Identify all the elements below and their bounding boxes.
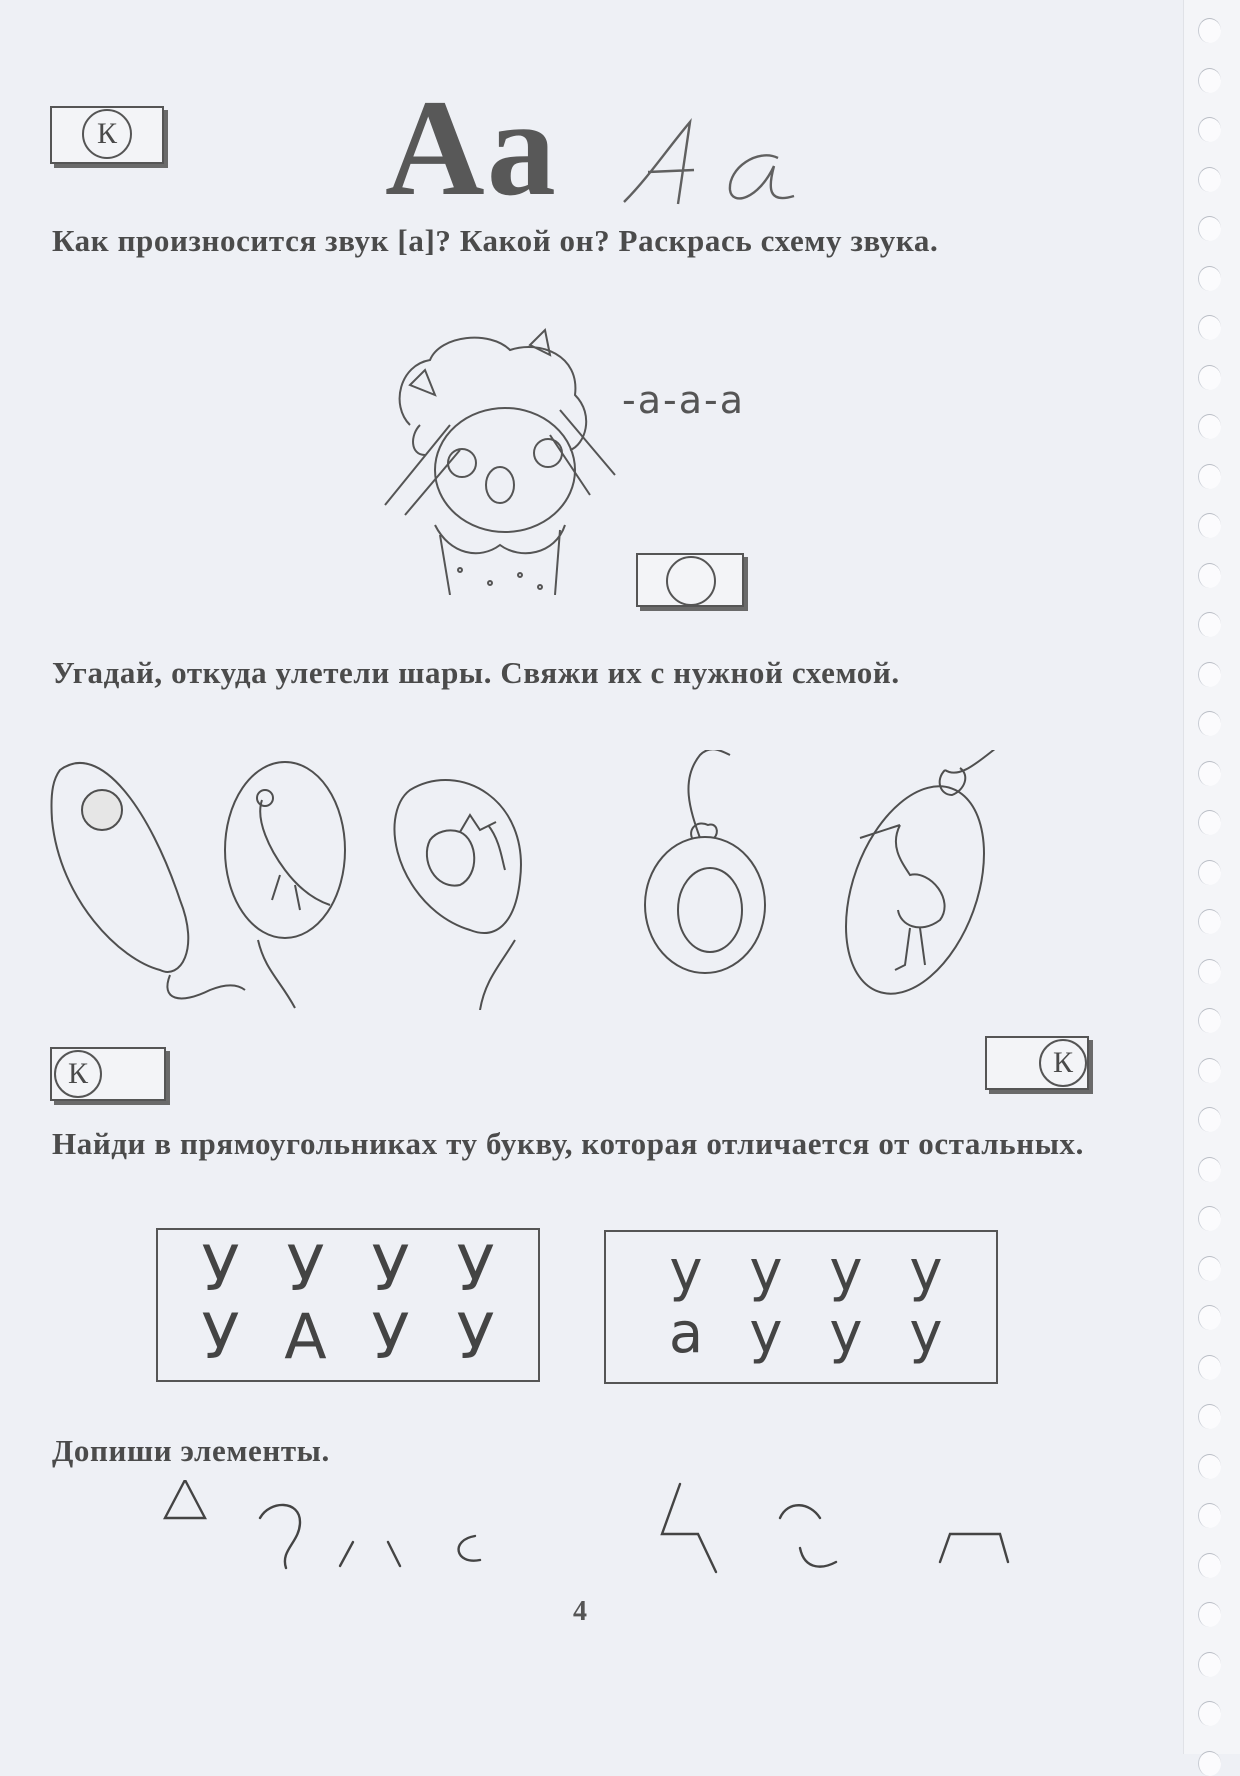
binder-hole	[1198, 959, 1221, 984]
grid-letter[interactable]: а	[668, 1301, 704, 1366]
binder-hole	[1198, 909, 1221, 934]
binder-hole	[1198, 1553, 1221, 1578]
binder-hole	[1198, 513, 1221, 538]
binder-hole	[1198, 1355, 1221, 1380]
letter-grid-lowercase-cells	[646, 1239, 966, 1366]
grid-letter[interactable]: у	[909, 1301, 943, 1366]
balloons-illustration	[40, 750, 1160, 1010]
sound-scheme-k-top	[50, 106, 164, 164]
grid-letter[interactable]: у	[829, 1239, 863, 1304]
grid-letter[interactable]: У	[456, 1232, 495, 1305]
element-hook	[260, 1505, 300, 1568]
k-circle-icon	[82, 109, 132, 159]
element-triangle	[165, 1480, 205, 1518]
element-split-arc	[780, 1505, 836, 1566]
sound-scheme-k-left	[50, 1047, 166, 1101]
grid-letter[interactable]: У	[286, 1232, 325, 1305]
grid-letter[interactable]: У	[456, 1300, 495, 1373]
binder-hole	[1198, 1206, 1221, 1231]
binder-hole	[1198, 315, 1221, 340]
binder-hole	[1198, 1602, 1221, 1627]
binder-hole	[1198, 860, 1221, 885]
k-circle-icon	[54, 1050, 102, 1098]
binder-hole	[1198, 1008, 1221, 1033]
binder-hole-strip	[1183, 0, 1240, 1754]
grid-letter[interactable]: у	[749, 1301, 783, 1366]
binder-hole	[1198, 1503, 1221, 1528]
grid-letter[interactable]: у	[909, 1239, 943, 1304]
binder-hole	[1198, 414, 1221, 439]
letter-grid-lowercase	[604, 1230, 998, 1384]
binder-hole	[1198, 1256, 1221, 1281]
empty-circle-icon[interactable]	[666, 556, 716, 606]
scheme-letter: К	[96, 117, 117, 150]
grid-letter[interactable]: у	[669, 1239, 703, 1304]
sound-label: -а-а-а	[622, 378, 745, 422]
binder-hole	[1198, 612, 1221, 637]
grid-letter[interactable]: у	[749, 1239, 783, 1304]
binder-hole	[1198, 810, 1221, 835]
binder-hole	[1198, 266, 1221, 291]
grid-letter[interactable]: У	[371, 1232, 410, 1305]
element-slash	[340, 1542, 353, 1566]
binder-hole	[1198, 1454, 1221, 1479]
binder-hole	[1198, 1652, 1221, 1677]
balloon-apricot	[645, 750, 765, 973]
task-heading-balloons: Угадай, откуда улетели шары. Свяжи их с нужной схемой.	[52, 655, 900, 690]
script-aa-icon	[618, 118, 818, 208]
sound-scheme-empty	[636, 553, 744, 607]
binder-hole	[1198, 1305, 1221, 1330]
binder-hole	[1198, 216, 1221, 241]
element-backslash	[388, 1542, 400, 1566]
girl-shouting-illustration	[380, 325, 620, 595]
letter-print-title: Аа	[385, 71, 560, 224]
binder-hole	[1198, 1107, 1221, 1132]
letter-grid-print	[156, 1228, 540, 1382]
element-c-arc	[459, 1536, 480, 1561]
binder-hole	[1198, 711, 1221, 736]
k-circle-icon	[1039, 1039, 1087, 1087]
grid-letter[interactable]: У	[201, 1300, 240, 1373]
task-heading-odd-letter: Найди в прямоугольниках ту букву, которая отличается от остальных.	[52, 1126, 1084, 1161]
sound-scheme-k-right	[985, 1036, 1089, 1090]
binder-hole	[1198, 1701, 1221, 1726]
grid-letter[interactable]: У	[371, 1300, 410, 1373]
grid-letter[interactable]: У	[201, 1232, 240, 1305]
binder-hole	[1198, 464, 1221, 489]
binder-hole	[1198, 117, 1221, 142]
binder-hole	[1198, 167, 1221, 192]
task-heading-sound: Как произносится звук [а]? Какой он? Раскрась схему звука.	[52, 223, 939, 258]
trace-elements[interactable]	[160, 1480, 1040, 1600]
binder-hole	[1198, 662, 1221, 687]
scheme-letter: К	[1052, 1046, 1073, 1079]
balloon-orange	[51, 763, 245, 998]
binder-hole	[1198, 68, 1221, 93]
letter-grid-print-cells	[178, 1232, 518, 1373]
balloon-stork	[820, 750, 1010, 1010]
grid-letter[interactable]: у	[829, 1301, 863, 1366]
binder-hole	[1198, 1751, 1221, 1776]
letter-script-title	[618, 118, 818, 222]
binder-hole	[1198, 1404, 1221, 1429]
binder-hole	[1198, 18, 1221, 43]
balloon-frog	[225, 762, 345, 1008]
binder-hole	[1198, 1058, 1221, 1083]
element-trapezoid	[940, 1534, 1008, 1562]
binder-hole	[1198, 563, 1221, 588]
element-zigzag	[662, 1484, 716, 1572]
binder-hole	[1198, 1157, 1221, 1182]
task-heading-elements: Допиши элементы.	[52, 1433, 330, 1468]
scheme-letter: К	[67, 1057, 88, 1090]
balloon-strawberry	[394, 780, 521, 1010]
binder-hole	[1198, 761, 1221, 786]
page-number: 4	[573, 1596, 587, 1627]
binder-hole	[1198, 365, 1221, 390]
grid-letter[interactable]: А	[284, 1300, 327, 1373]
